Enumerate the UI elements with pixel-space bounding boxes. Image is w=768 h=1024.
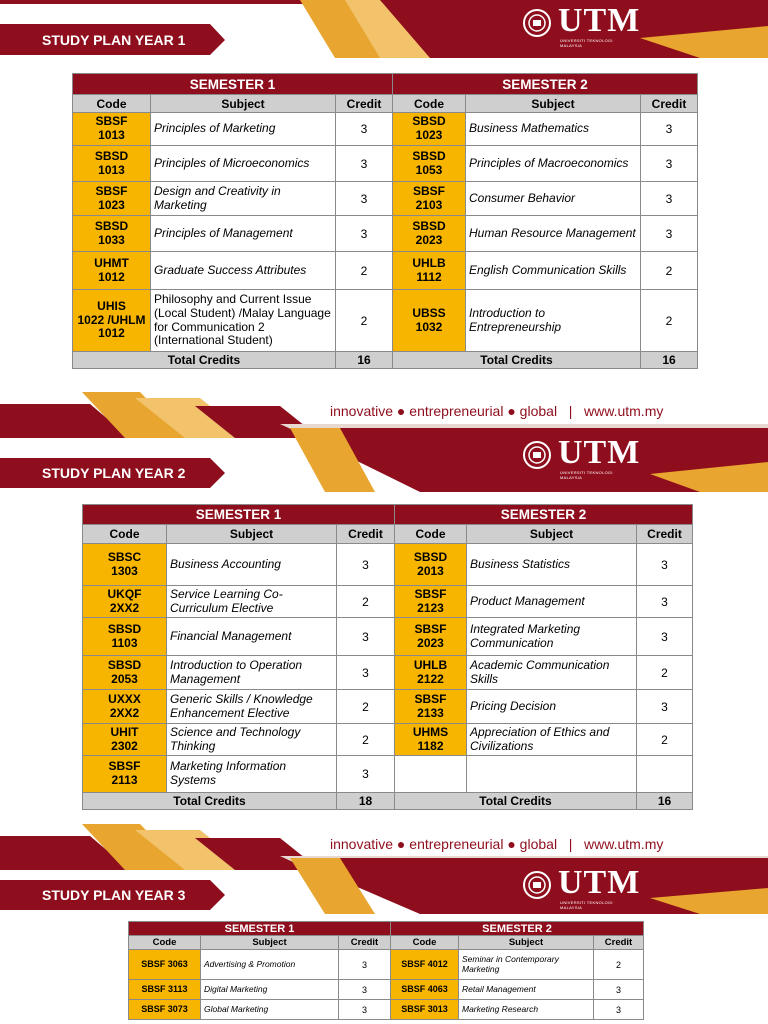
course-credit: 3 <box>641 182 698 216</box>
course-credit: 3 <box>641 216 698 252</box>
course-credit: 3 <box>337 656 395 690</box>
utm-logo-text: UTM <box>558 434 641 471</box>
course-code: SBSF 2023 <box>395 618 467 656</box>
course-subject: Seminar in Contemporary Marketing <box>459 950 594 980</box>
table-row <box>129 1000 644 1020</box>
course-code: UHLB 1112 <box>393 252 466 290</box>
course-credit: 3 <box>637 544 693 586</box>
course-credit: 3 <box>336 216 393 252</box>
course-subject: Business Statistics <box>467 544 637 586</box>
course-credit: 3 <box>339 980 391 1000</box>
course-subject: Generic Skills / Knowledge Enhancement Elective <box>167 690 337 724</box>
course-subject: Appreciation of Ethics and Civilizations <box>467 724 637 756</box>
course-code: SBSF 3113 <box>129 980 201 1000</box>
course-code: UBSS 1032 <box>393 290 466 352</box>
column-header-subject: Subject <box>201 936 339 950</box>
column-header-subject: Subject <box>167 525 337 544</box>
year3-header-banner <box>0 858 768 914</box>
column-header-subject: Subject <box>467 525 637 544</box>
table-row <box>73 182 698 216</box>
course-subject: Marketing Research <box>459 1000 594 1020</box>
utm-logo-text: UTM <box>558 2 641 39</box>
total-row <box>83 793 693 810</box>
year2-header-banner <box>0 428 768 492</box>
year2-title: STUDY PLAN YEAR 2 <box>42 465 186 481</box>
year1-header-banner <box>0 0 768 58</box>
column-header-code: Code <box>395 525 467 544</box>
empty-code-cell <box>395 756 467 793</box>
column-header-subject: Subject <box>151 95 336 113</box>
utm-crest-icon <box>522 868 552 902</box>
year1-sem1-heading: SEMESTER 1 <box>73 74 393 95</box>
utm-crest-icon <box>522 6 552 40</box>
course-subject: Product Management <box>467 586 637 618</box>
total-credits-value: 18 <box>337 793 395 810</box>
course-credit: 3 <box>337 544 395 586</box>
year1-table <box>72 73 698 369</box>
course-credit: 2 <box>637 656 693 690</box>
course-credit: 3 <box>336 113 393 146</box>
table-row <box>129 950 644 980</box>
utm-logo-subtitle: UNIVERSITI TEKNOLOGI MALAYSIA <box>560 470 613 480</box>
utm-crest-icon <box>522 438 552 472</box>
course-credit: 2 <box>336 252 393 290</box>
course-code: SBSF 2113 <box>83 756 167 793</box>
column-header-credit: Credit <box>339 936 391 950</box>
course-code: SBSF 2133 <box>395 690 467 724</box>
column-header-credit: Credit <box>637 525 693 544</box>
table-row <box>73 252 698 290</box>
course-credit: 3 <box>637 690 693 724</box>
column-header-code: Code <box>73 95 151 113</box>
utm-logo-subtitle: UNIVERSITI TEKNOLOGI MALAYSIA <box>560 900 613 910</box>
course-credit: 3 <box>637 586 693 618</box>
course-credit: 3 <box>339 1000 391 1020</box>
table-row <box>73 113 698 146</box>
table-row <box>129 980 644 1000</box>
total-row <box>73 352 698 369</box>
course-code: UKQF 2XX2 <box>83 586 167 618</box>
course-subject: Graduate Success Attributes <box>151 252 336 290</box>
column-header-credit: Credit <box>641 95 698 113</box>
course-subject: Global Marketing <box>201 1000 339 1020</box>
column-header-code: Code <box>83 525 167 544</box>
course-credit: 3 <box>637 618 693 656</box>
course-credit: 3 <box>594 980 644 1000</box>
year2-sem1-heading: SEMESTER 1 <box>83 505 395 525</box>
course-code: SBSF 4063 <box>391 980 459 1000</box>
year3-title: STUDY PLAN YEAR 3 <box>42 887 186 903</box>
total-credits-label: Total Credits <box>393 352 641 369</box>
utm-logo <box>522 864 641 910</box>
total-credits-value: 16 <box>641 352 698 369</box>
course-code: SBSF 1023 <box>73 182 151 216</box>
course-credit: 2 <box>641 252 698 290</box>
course-code: UHMS 1182 <box>395 724 467 756</box>
year1-title: STUDY PLAN YEAR 1 <box>42 32 186 48</box>
course-subject: Academic Communication Skills <box>467 656 637 690</box>
column-header-credit: Credit <box>337 525 395 544</box>
course-credit: 3 <box>641 113 698 146</box>
course-subject: Retail Management <box>459 980 594 1000</box>
table-row <box>73 146 698 182</box>
course-subject: Introduction to Entrepreneurship <box>466 290 641 352</box>
footer-slogan: innovative ● entrepreneurial ● global | www.utm.my <box>330 403 664 419</box>
course-subject: Advertising & Promotion <box>201 950 339 980</box>
column-header-code: Code <box>393 95 466 113</box>
course-code: UHIS 1022 /UHLM 1012 <box>73 290 151 352</box>
table-row <box>83 756 693 793</box>
table-row <box>83 544 693 586</box>
course-subject: Financial Management <box>167 618 337 656</box>
course-subject: Digital Marketing <box>201 980 339 1000</box>
course-code: SBSD 2013 <box>395 544 467 586</box>
course-credit: 3 <box>337 618 395 656</box>
course-subject: Consumer Behavior <box>466 182 641 216</box>
course-code: SBSD 2053 <box>83 656 167 690</box>
course-subject: Design and Creativity in Marketing <box>151 182 336 216</box>
course-subject: Principles of Macroeconomics <box>466 146 641 182</box>
course-credit: 2 <box>337 586 395 618</box>
course-credit: 3 <box>594 1000 644 1020</box>
course-credit: 2 <box>336 290 393 352</box>
course-subject: Principles of Marketing <box>151 113 336 146</box>
course-code: SBSF 4012 <box>391 950 459 980</box>
course-code: SBSD 1023 <box>393 113 466 146</box>
course-code: UHLB 2122 <box>395 656 467 690</box>
course-credit: 3 <box>339 950 391 980</box>
course-credit: 2 <box>337 690 395 724</box>
course-subject: Business Accounting <box>167 544 337 586</box>
course-subject: Introduction to Operation Management <box>167 656 337 690</box>
total-credits-label: Total Credits <box>73 352 336 369</box>
course-credit: 3 <box>337 756 395 793</box>
course-subject: Service Learning Co-Curriculum Elective <box>167 586 337 618</box>
empty-credit-cell <box>637 756 693 793</box>
course-subject: Principles of Management <box>151 216 336 252</box>
column-header-code: Code <box>129 936 201 950</box>
course-code: UXXX 2XX2 <box>83 690 167 724</box>
total-credits-label: Total Credits <box>395 793 637 810</box>
course-code: SBSD 1013 <box>73 146 151 182</box>
course-code: SBSF 2103 <box>393 182 466 216</box>
course-subject: Philosophy and Current Issue (Local Student) /Malay Language for Communication 2 (International Student) <box>151 290 336 352</box>
course-subject: Principles of Microeconomics <box>151 146 336 182</box>
course-credit: 2 <box>641 290 698 352</box>
course-code: SBSD 1103 <box>83 618 167 656</box>
utm-logo-text: UTM <box>558 864 641 901</box>
course-code: SBSD 2023 <box>393 216 466 252</box>
course-credit: 3 <box>336 146 393 182</box>
course-credit: 3 <box>641 146 698 182</box>
empty-subject-cell <box>467 756 637 793</box>
course-code: SBSC 1303 <box>83 544 167 586</box>
year2-table <box>82 504 693 810</box>
course-subject: Integrated Marketing Communication <box>467 618 637 656</box>
course-subject: Pricing Decision <box>467 690 637 724</box>
table-row <box>83 586 693 618</box>
course-code: SBSF 2123 <box>395 586 467 618</box>
course-credit: 2 <box>337 724 395 756</box>
year2-sem2-heading: SEMESTER 2 <box>395 505 693 525</box>
footer-slogan: innovative ● entrepreneurial ● global | www.utm.my <box>330 836 664 852</box>
table-row <box>83 690 693 724</box>
course-subject: English Communication Skills <box>466 252 641 290</box>
table-row <box>83 656 693 690</box>
course-code: SBSF 3073 <box>129 1000 201 1020</box>
year3-sem2-heading: SEMESTER 2 <box>391 922 644 936</box>
column-header-subject: Subject <box>459 936 594 950</box>
year3-table <box>128 921 644 1020</box>
course-code: SBSD 1033 <box>73 216 151 252</box>
course-credit: 3 <box>336 182 393 216</box>
utm-logo <box>522 434 641 480</box>
year1-sem2-heading: SEMESTER 2 <box>393 74 698 95</box>
column-header-subject: Subject <box>466 95 641 113</box>
course-credit: 2 <box>594 950 644 980</box>
total-credits-value: 16 <box>336 352 393 369</box>
course-code: UHMT 1012 <box>73 252 151 290</box>
utm-logo <box>522 2 641 48</box>
course-code: SBSF 3013 <box>391 1000 459 1020</box>
course-subject: Business Mathematics <box>466 113 641 146</box>
course-code: SBSF 3063 <box>129 950 201 980</box>
column-header-credit: Credit <box>594 936 644 950</box>
table-row <box>73 216 698 252</box>
course-subject: Human Resource Management <box>466 216 641 252</box>
table-row <box>83 618 693 656</box>
column-header-credit: Credit <box>336 95 393 113</box>
course-code: SBSF 1013 <box>73 113 151 146</box>
table-row <box>83 724 693 756</box>
year3-sem1-heading: SEMESTER 1 <box>129 922 391 936</box>
course-subject: Science and Technology Thinking <box>167 724 337 756</box>
course-subject: Marketing Information Systems <box>167 756 337 793</box>
total-credits-value: 16 <box>637 793 693 810</box>
utm-logo-subtitle: UNIVERSITI TEKNOLOGI MALAYSIA <box>560 38 613 48</box>
total-credits-label: Total Credits <box>83 793 337 810</box>
course-code: UHIT 2302 <box>83 724 167 756</box>
table-row <box>73 290 698 352</box>
column-header-code: Code <box>391 936 459 950</box>
course-code: SBSD 1053 <box>393 146 466 182</box>
course-credit: 2 <box>637 724 693 756</box>
